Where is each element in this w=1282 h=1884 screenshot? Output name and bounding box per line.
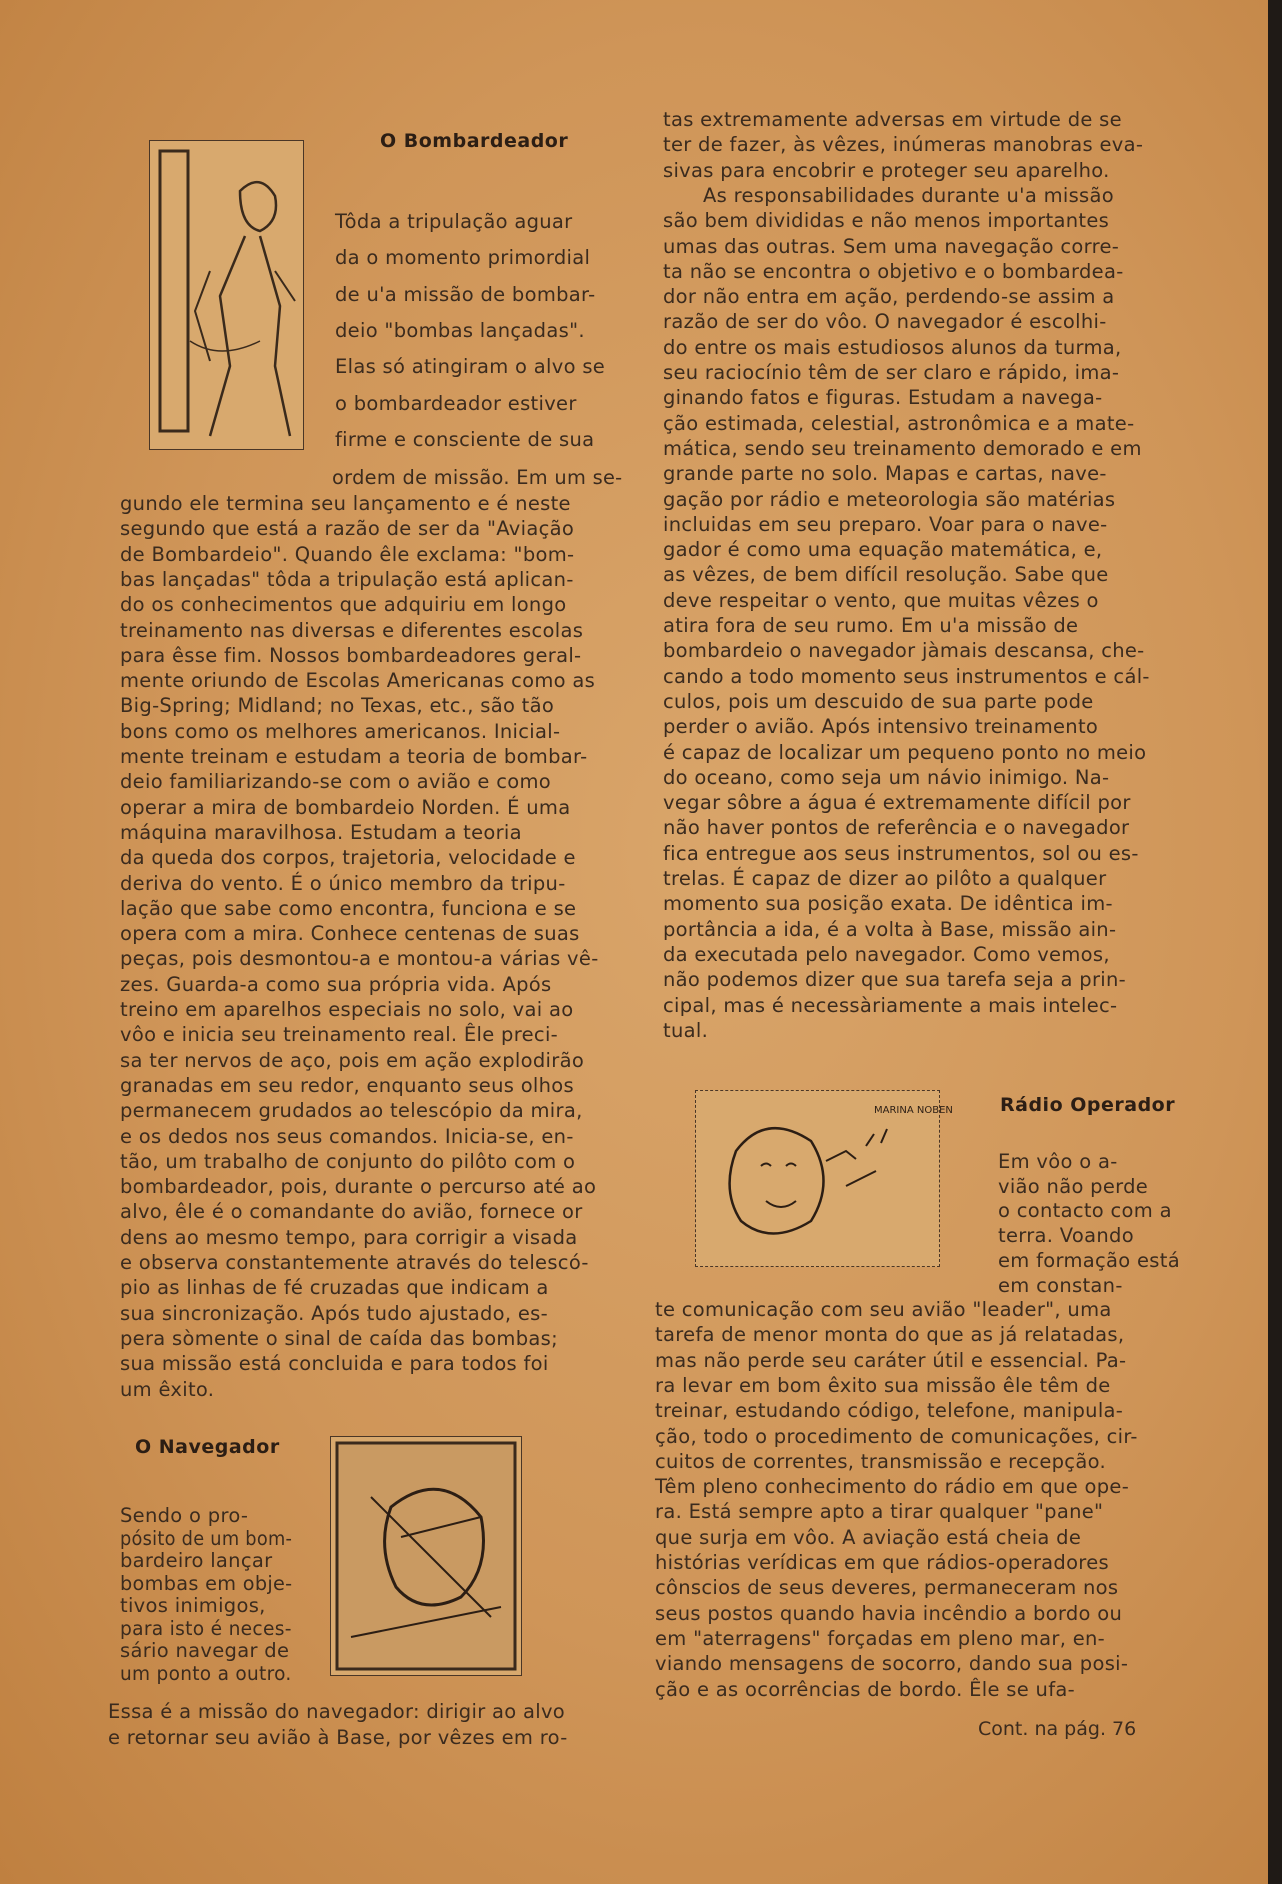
text-line: mente oriundo de Escolas Americanas como as (120, 669, 596, 693)
text-line: grande parte no solo. Mapas e cartas, nave- (663, 462, 1107, 486)
text-line: bombardeio o navegador jàmais descansa, che- (663, 639, 1145, 663)
navigator-drawing (331, 1437, 521, 1675)
text-line: tivos inimigos, (120, 1594, 266, 1617)
text-line: sário navegar de (120, 1639, 290, 1662)
text-line: ção estimada, celestial, astronômica e a mate- (663, 411, 1135, 435)
text-line: Em vôo o a- (998, 1150, 1118, 1173)
text-line: cuitos de correntes, transmissão e recepção. (655, 1449, 1106, 1473)
text-line: e retornar seu avião à Base, por vêzes em ro- (108, 1726, 568, 1749)
bombardier-sketch-icon (149, 140, 304, 450)
radio-sketch-caption: MARINA NOBEN (874, 1105, 953, 1116)
text-line: Big-Spring; Midland; no Texas, etc., são tão (120, 694, 555, 718)
text-line: alvo, êle é o comandante do avião, fornece or (120, 1200, 583, 1224)
text-line: histórias verídicas em que rádios-operadores (655, 1551, 1109, 1574)
text-line: gação por rádio e meteorologia são matérias (663, 487, 1116, 511)
text-line: cônscios de seus deveres, permaneceram nos (655, 1576, 1119, 1600)
text-line: ra. Está sempre apto a tirar qualquer "pane" (655, 1500, 1104, 1524)
text-line: máquina maravilhosa. Estudam a teoria (120, 820, 522, 844)
text-line: umas das outras. Sem uma navegação corre- (663, 234, 1120, 258)
text-line: mática, sendo seu treinamento demorado e em (663, 436, 1142, 460)
text-line: Tôda a tripulação aguar (335, 210, 573, 233)
text-line: o contacto com a (998, 1199, 1172, 1223)
text-line: bas lançadas" tôda a tripulação está aplican- (120, 567, 574, 591)
text-line: para isto é neces- (120, 1616, 292, 1640)
text-line: ra levar em bom êxito sua missão êle têm de (655, 1373, 1111, 1397)
text-line: As responsabilidades durante u'a missão (703, 183, 1114, 207)
text-line: do oceano, como seja um návio inimigo. Na- (663, 765, 1110, 789)
text-line: terra. Voando (998, 1224, 1134, 1248)
text-line: em formação está (998, 1248, 1180, 1272)
text-line: cipal, mas é necessàriamente a mais intelec- (663, 993, 1118, 1017)
text-line: Elas só atingiram o alvo se (335, 355, 606, 379)
text-line: seu raciocínio têm de ser claro e rápido, ima- (663, 361, 1120, 384)
text-line: pio as linhas de fé cruzadas que indicam a (120, 1276, 549, 1300)
bombardier-drawing (150, 141, 303, 449)
text-line: culos, pois um descuido de sua parte pode (663, 689, 1094, 713)
text-line: mas não perde seu caráter útil e essencial. Pa- (655, 1348, 1127, 1372)
continuation-note: Cont. na pág. 76 (978, 1718, 1137, 1740)
text-line: operar a mira de bombardeio Norden. É uma (120, 795, 571, 819)
text-line: bons como os melhores americanos. Inicial- (120, 719, 561, 743)
navegador-heading: O Navegador (135, 1436, 280, 1458)
text-line: sa ter nervos de aço, pois em ação explodirão (120, 1048, 585, 1072)
text-line: Essa é a missão do navegador: dirigir ao alvo (108, 1700, 566, 1723)
text-line: que surja em vôo. A aviação está cheia de (655, 1525, 1082, 1549)
text-line: tão, um trabalho de conjunto do pilôto com o (120, 1149, 576, 1173)
text-line: vegar sôbre a água é extremamente difícil por (663, 791, 1131, 815)
text-line: sua sincronização. Após tudo ajustado, es- (120, 1301, 548, 1325)
text-line: treino em aparelhos especiais no solo, vai ao (120, 998, 574, 1021)
text-line: ta não se encontra o objetivo e o bombardea- (663, 259, 1124, 283)
text-line: e observa constantemente através do telescó- (120, 1251, 589, 1274)
text-line: perder o avião. Após intensivo treinamento (663, 715, 1099, 739)
text-line: um ponto a outro. (120, 1661, 292, 1685)
text-line: lação que sabe como encontra, funciona e se (120, 896, 577, 920)
text-line: treinar, estudando código, telefone, manipula- (655, 1399, 1124, 1423)
text-line: gundo ele termina seu lançamento e é neste (120, 492, 571, 515)
text-line: permanecem grudados ao telescópio da mira, (120, 1099, 583, 1123)
text-line: da queda dos corpos, trajetoria, velocidade e (120, 846, 576, 870)
text-line: bardeiro lançar (120, 1549, 273, 1572)
text-line: portância a ida, é a volta à Base, missão ain- (663, 917, 1117, 941)
text-line: não podemos dizer que sua tarefa seja a prin- (663, 968, 1127, 992)
text-line: atira fora de seu rumo. Em u'a missão de (663, 614, 1079, 637)
text-line: fica entregue aos seus instrumentos, sol ou es- (663, 841, 1139, 865)
text-line: segundo que está a razão de ser da "Aviação (120, 517, 575, 541)
text-line: zes. Guarda-a como sua própria vida. Após (120, 972, 552, 996)
text-line: pósito de um bom- (120, 1526, 293, 1550)
text-line: as vêzes, de bem difícil resolução. Sabe que (663, 563, 1109, 587)
text-line: momento sua posição exata. De idêntica im- (663, 892, 1113, 916)
text-line: vião não perde (998, 1174, 1149, 1198)
page-edge (1268, 0, 1282, 1884)
text-line: da executada pelo navegador. Como vemos, (663, 942, 1110, 966)
text-line: gador é como uma equação matemática, e, (663, 538, 1103, 562)
text-line: ção, todo o procedimento de comunicações, cir- (655, 1424, 1138, 1448)
text-line: opera com a mira. Conhece centenas de suas (120, 922, 580, 946)
text-line: tas extremamente adversas em virtude de se (663, 108, 1122, 131)
text-line: o bombardeador estiver (335, 391, 577, 415)
radio-operador-heading: Rádio Operador (1000, 1094, 1176, 1116)
text-line: de Bombardeio". Quando êle exclama: "bom- (120, 542, 575, 566)
text-line: firme e consciente de sua (335, 427, 595, 451)
text-line: em "aterragens" forçadas em pleno mar, en- (655, 1626, 1106, 1650)
text-line: vôo e inicia seu treinamento real. Êle preci- (120, 1023, 558, 1047)
text-line: bombas em obje- (120, 1571, 293, 1595)
radio-operator-sketch-icon (695, 1090, 953, 1267)
text-line: do os conhecimentos que adquiriu em longo (120, 593, 567, 617)
text-line: da o momento primordial (335, 246, 591, 270)
text-line: deio familiarizando-se com o avião e como (120, 770, 552, 794)
text-line: deio "bombas lançadas". (335, 318, 585, 342)
text-line: incluidas em seu preparo. Voar para o nave- (663, 512, 1108, 536)
text-line: ginando fatos e figuras. Estudam a navega- (663, 386, 1103, 410)
text-line: te comunicação com seu avião "leader", uma (655, 1298, 1112, 1321)
text-line: dens ao mesmo tempo, para corrigir a visada (120, 1225, 578, 1249)
text-line: é capaz de localizar um pequeno ponto no meio (663, 740, 1147, 764)
text-line: cando a todo momento seus instrumentos e cál- (663, 664, 1150, 688)
bombardeador-heading: O Bombardeador (380, 130, 569, 152)
text-line: granadas em seu redor, enquanto seus olhos (120, 1073, 574, 1097)
text-line: sua missão está concluida e para todos foi (120, 1352, 549, 1376)
text-line: ordem de missão. Em um se- (332, 466, 623, 489)
text-line: bombardeador, pois, durante o percurso até ao (120, 1175, 597, 1199)
text-line: mente treinam e estudam a teoria de bombar- (120, 745, 588, 768)
text-line: sivas para encobrir e proteger seu aparelho. (663, 158, 1110, 182)
text-line: tual. (663, 1018, 709, 1042)
text-line: não haver pontos de referência e o navegador (663, 816, 1130, 840)
text-line: seus postos quando havia incêndio a bordo ou (655, 1601, 1123, 1625)
navigator-sketch-icon (330, 1436, 522, 1676)
text-line: do entre os mais estudiosos alunos da turma, (663, 335, 1122, 359)
radio-operator-drawing (696, 1091, 953, 1266)
text-line: deriva do vento. É o único membro da tripu- (120, 871, 566, 895)
text-line: em constan- (998, 1273, 1123, 1297)
text-line: pera sòmente o sinal de caída das bombas; (120, 1326, 558, 1350)
text-line: Têm pleno conhecimento do rádio em que ope- (655, 1475, 1130, 1499)
text-line: dor não entra em ação, perdendo-se assim a (663, 285, 1115, 309)
text-line: trelas. É capaz de dizer ao pilôto a qualquer (663, 867, 1107, 890)
text-line: ção e as ocorrências de bordo. Êle se ufa- (655, 1677, 1075, 1701)
text-line: ter de fazer, às vêzes, inúmeras manobras eva- (663, 133, 1144, 157)
text-line: são bem divididas e não menos importantes (663, 209, 1110, 233)
text-line: Sendo o pro- (120, 1504, 249, 1527)
text-line: um êxito. (120, 1377, 215, 1401)
text-line: de u'a missão de bombar- (335, 282, 596, 306)
text-line: peças, pois desmontou-a e montou-a várias vê- (120, 947, 599, 971)
text-line: razão de ser do vôo. O navegador é escolhi- (663, 310, 1107, 334)
text-line: treinamento nas diversas e diferentes escolas (120, 618, 584, 642)
text-line: e os dedos nos seus comandos. Inicia-se, en- (120, 1124, 574, 1148)
text-line: viando mensagens de socorro, dando sua posi- (655, 1652, 1129, 1676)
text-line: tarefa de menor monta do que as já relatadas, (655, 1323, 1125, 1347)
text-line: para êsse fim. Nossos bombardeadores geral- (120, 643, 582, 667)
text-line: deve respeitar o vento, que muitas vêzes o (663, 588, 1099, 612)
